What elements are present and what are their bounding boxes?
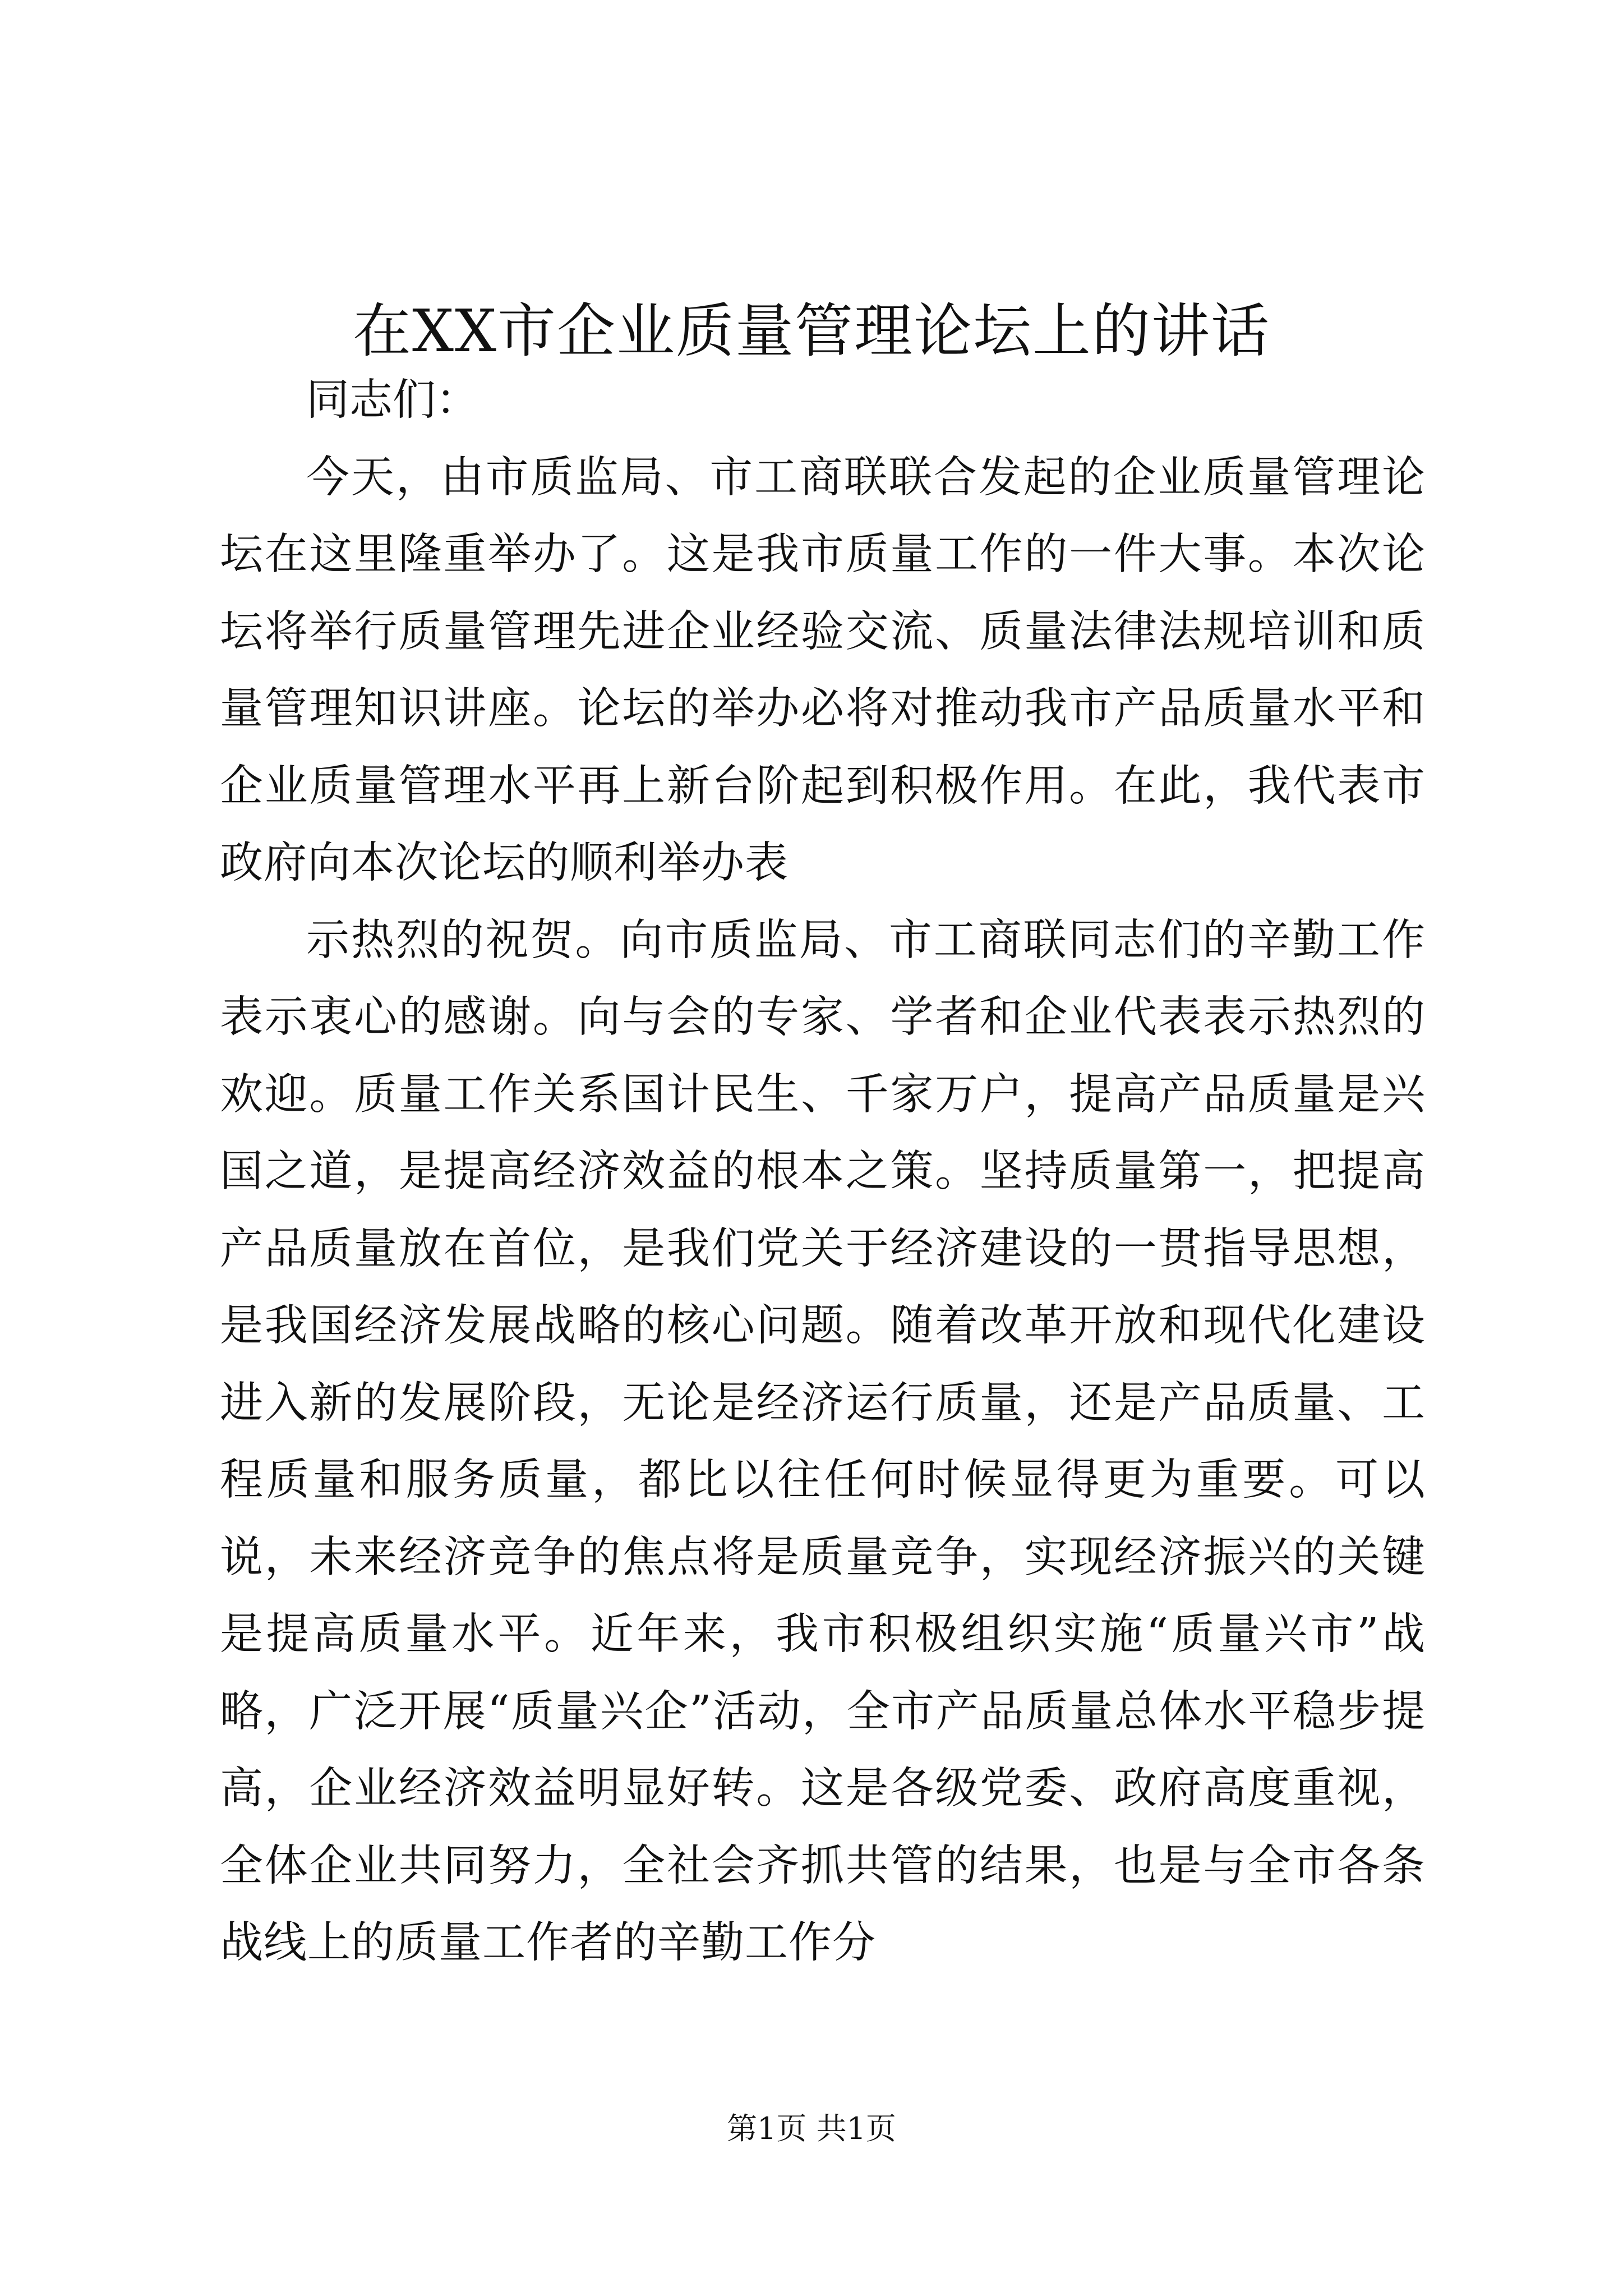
paragraph: 今天，由市质监局、市工商联联合发起的企业质量管理论坛在这里隆重举办了。这是我市质量工作的一件大事。本次论坛将举行质量管理先进企业经验交流、质量法律法规培训和质量管理知识讲座。论坛的举办必将对推动我市产品质量水平和企业质量管理水平再上新台阶起到积极作用。在此，我代表市政府向本次论坛的顺利举办表 [220,452,1426,888]
salutation: 同志们： [306,375,479,425]
document-title: 在XX市企业质量管理论坛上的讲话 [352,297,1271,365]
document-body [220,362,1426,1982]
paragraph: 示热烈的祝贺。向市质监局、市工商联同志们的辛勤工作表示衷心的感谢。向与会的专家、学者和企业代表表示热烈的欢迎。质量工作关系国计民生、千家万户，提高产品质量是兴国之道，是提高经济效益的根本之策。坚持质量第一，把提高产品质量放在首位，是我们党关于经济建设的一贯指导思想，是我国经济发展战略的核心问题。随着改革开放和现代化建设进入新的发展阶段，无论是经济运行质量，还是产品质量、工程质量和服务质量，都比以往任何时候显得更为重要。可以说，未来经济竞争的焦点将是质量竞争，实现经济振兴的关键是提高质量水平。近年来，我市积极组织实施“质量兴市”战略，广泛开展“质量兴企”活动，全市产品质量总体水平稳步提高，企业经济效益明显好转。这是各级党委、政府高度重视，全体企业共同努力，全社会齐抓共管的结果，也是与全市各条战线上的质量工作者的辛勤工作分 [220,915,1426,1968]
page-footer: 第1页 共1页 [727,2111,896,2146]
